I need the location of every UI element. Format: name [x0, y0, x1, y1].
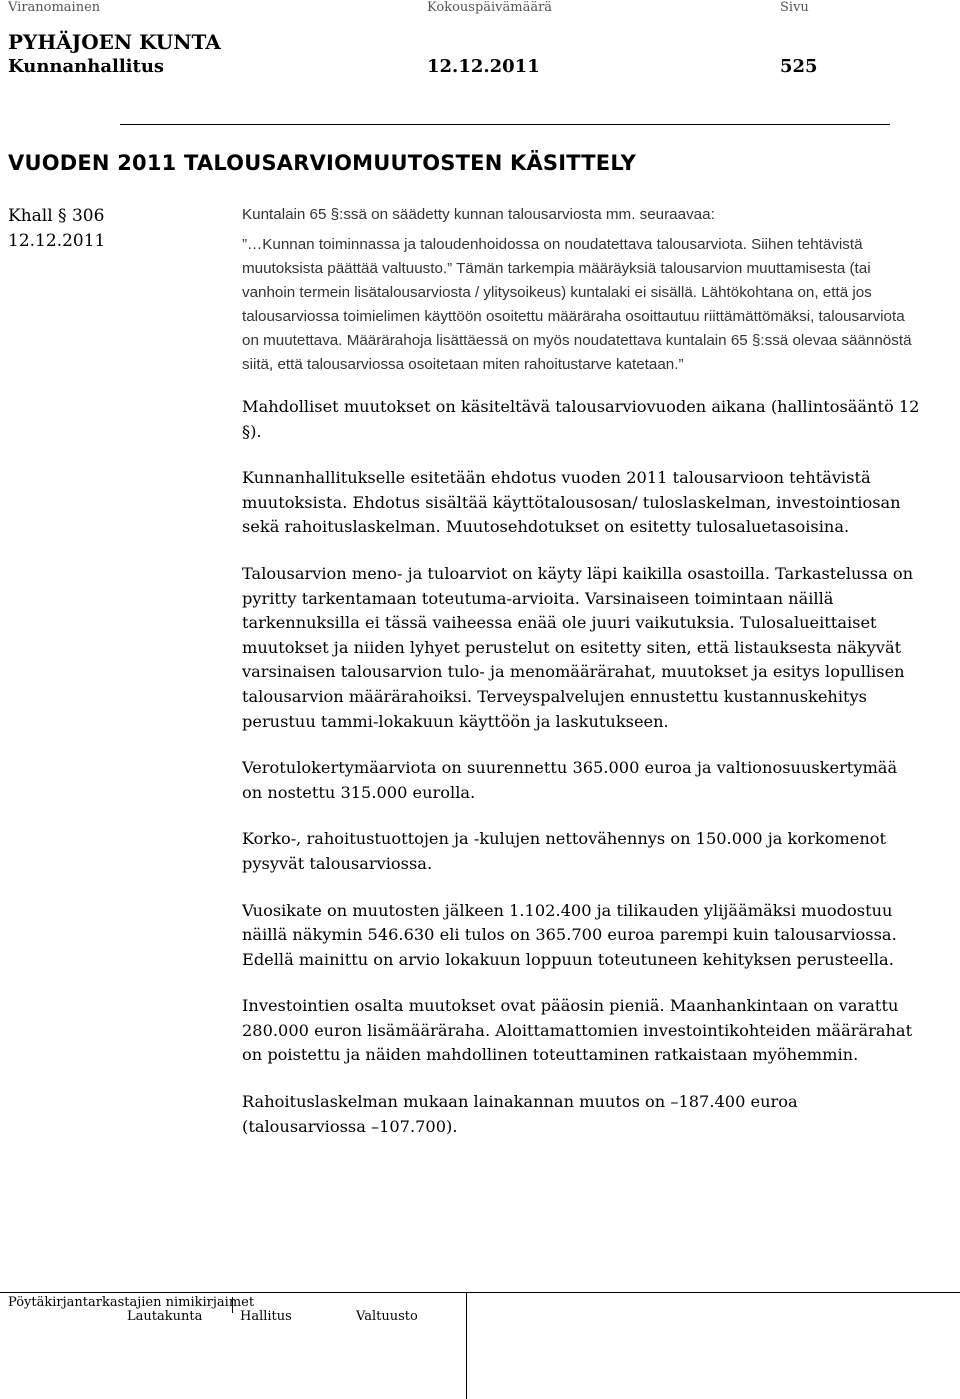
section-reference: Khall § 306 [8, 206, 105, 226]
document-title: VUODEN 2011 TALOUSARVIOMUUTOSTEN KÄSITTELY [8, 151, 637, 175]
paragraph-review: Talousarvion meno- ja tuloarviot on käyty läpi kaikilla osastoilla. Tarkastelussa on pyritty tarkentamaan toteutuma-arvioita. Varsinaiseen toimintaan näillä tarkennuksilla ei tässä vaiheessa enää ole juuri vaikutuksia. Tulosalueittaiset muutokset ja niiden lyhyet perustelut on esitetty siten, että listauksesta näkyvät varsinaisen talousarvion tulo- ja menomäärärahat, muutokset ja esitys lopullisen talousarvion määrärahoiksi. Terveyspalvelujen ennustettu kustannuskehitys perustuu tammi-lokakuun käyttöön ja laskutukseen. [242, 563, 914, 731]
authority-label: Viranomainen [8, 0, 101, 15]
page-number: 525 [780, 56, 818, 77]
paragraph-interest: Korko-, rahoitustuottojen ja -kulujen nettovähennys on 150.000 ja korkomenot pysyvät talousarviossa. [242, 829, 887, 873]
meeting-date: 12.12.2011 [427, 56, 540, 77]
signature-separator [232, 1297, 233, 1313]
signatures-label: Pöytäkirjantarkastajien nimikirjaimet [8, 1295, 255, 1310]
paragraph-proposal: Kunnanhallitukselle esitetään ehdotus vuoden 2011 talousarvioon tehtävistä muutoksista. Ehdotus sisältää käyttötalousosan/ tuloslaskelman, investointiosan sekä rahoituslaskelman. Muutosehdotukset on esitetty tulosaluetasoisina. [242, 468, 901, 537]
footer-divider [0, 1292, 960, 1293]
meeting-date-label: Kokouspäivämäärä [427, 0, 553, 15]
paragraph-changes-timing: Mahdolliset muutokset on käsiteltävä talousarviovuoden aikana (hallintosääntö 12 §). [242, 397, 920, 441]
signature-col-board: Lautakunta [127, 1309, 203, 1324]
intro-paragraph: Kuntalain 65 §:ssä on säädetty kunnan talousarviosta mm. seuraavaa: [242, 206, 715, 223]
signature-box-divider [466, 1293, 467, 1399]
signature-col-government: Hallitus [240, 1309, 292, 1324]
header-divider [120, 124, 890, 125]
authority-name: Kunnanhallitus [8, 56, 165, 77]
law-quote-paragraph: ”…Kunnan toiminnassa ja taloudenhoidossa on noudatettava talousarviota. Siihen tehtävistä muutoksista päättää valtuusto.” Tämän tarkempia määräyksiä talousarvion muuttamisesta (tai vanhoin termein lisätalousarviosta / ylitysoikeus) kuntalaki ei sisällä. Lähtökohtana on, että jos talousarviossa toimielimen käyttöön osoitettu määräraha osoittautuu riittämättömäksi, talousarviota on muutettava. Määrärahoja lisättäessä on myös noudatettava kuntalain 65 §:ssä olevaa säännöstä siitä, että talousarviossa osoitetaan miten rahoitustarve katetaan.” [242, 236, 912, 373]
paragraph-financing: Rahoituslaskelman mukaan lainakannan muutos on –187.400 euroa (talousarviossa –107.700). [242, 1092, 798, 1136]
section-date: 12.12.2011 [8, 231, 106, 251]
paragraph-annual-margin: Vuosikate on muutosten jälkeen 1.102.400 ja tilikauden ylijäämäksi muodostuu näillä näkymin 546.630 eli tulos on 365.700 euroa parempi kuin talousarviossa. Edellä mainittu on arvio lokakuun loppuun toteutuneen kehityksen perusteella. [242, 900, 897, 969]
signature-col-council: Valtuusto [356, 1309, 418, 1324]
paragraph-tax-revenue: Verotulokertymäarviota on suurennettu 365.000 euroa ja valtionosuuskertymää on nostettu 315.000 eurolla. [242, 758, 898, 802]
page-label: Sivu [780, 0, 809, 15]
paragraph-investments: Investointien osalta muutokset ovat pääosin pieniä. Maanhankintaan on varattu 280.000 euron lisämääräraha. Aloittamattomien investointikohteiden määrärahat on poistettu ja näiden mahdollinen toteuttaminen ratkaistaan myöhemmin. [242, 996, 913, 1065]
organization-name: PYHÄJOEN KUNTA [8, 30, 221, 54]
document-body [242, 204, 922, 1139]
